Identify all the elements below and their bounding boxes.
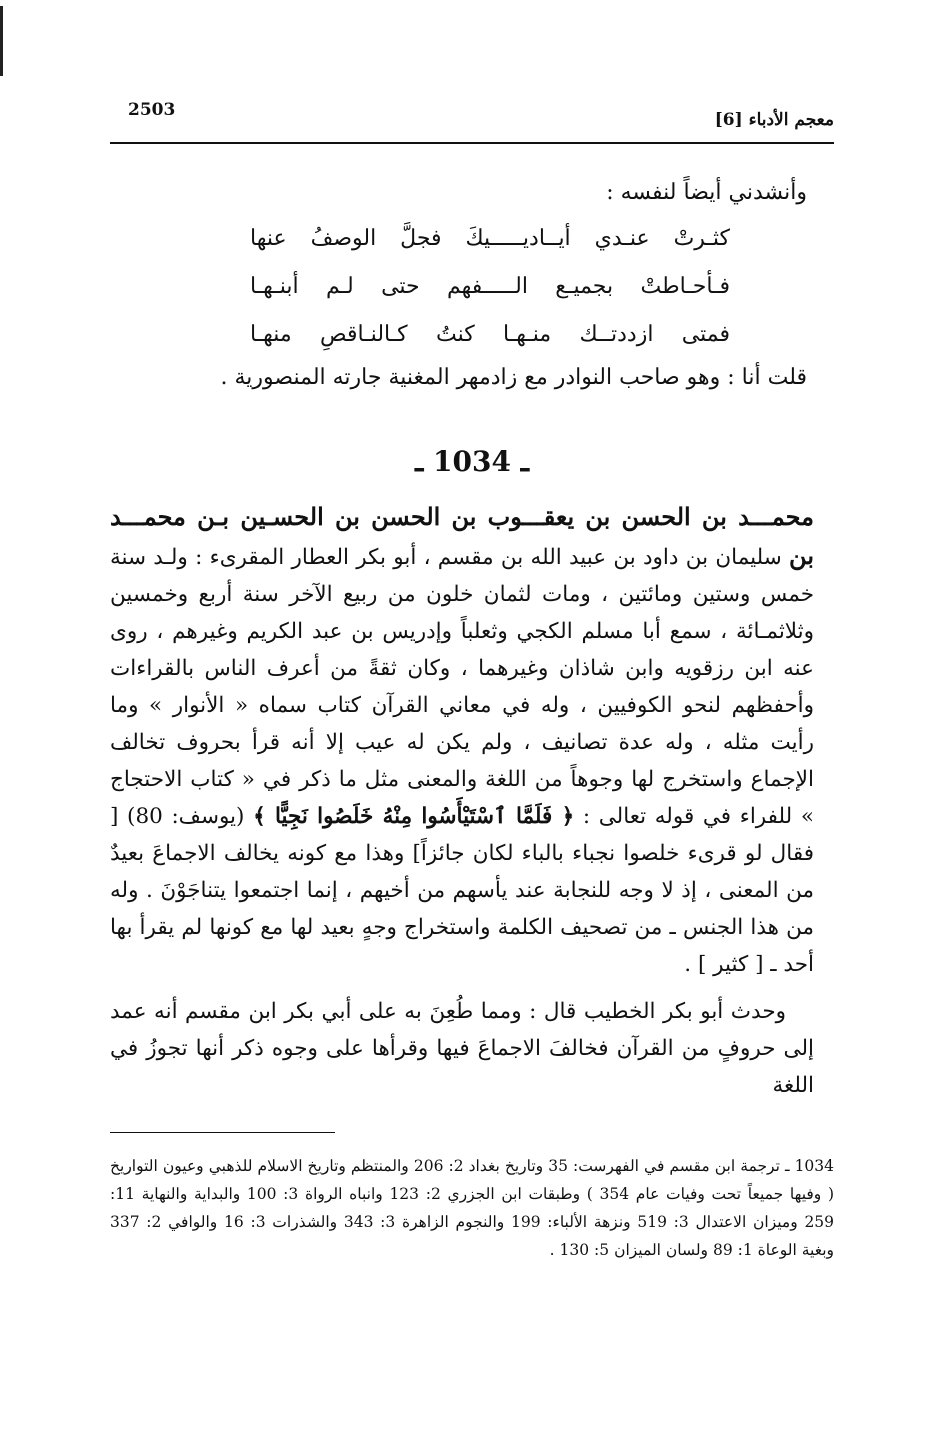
entry-text-continued: [ فقال لو قرىء خلصوا نجباء بالباء لكان جائزاً] وهذا مع كونه يخالف الاجماعَ بعيدٌ من المعنى ، إذ لا وجه للنجابة عند يأسهم من أخيهم ، إنما اجتمعوا يتناجَوْنَ . وله من هذا الجنس ـ من تصحيف الكلمة واستخراج وجهٍ بعيد لها مع كونها لم يقرأ بها أحد ـ [ كثير ] .	[110, 804, 814, 977]
entry-body	[110, 498, 814, 1104]
poem	[250, 215, 730, 359]
quran-reference: (يوسف: 80)	[127, 804, 245, 829]
intro-line: وأنشدني أيضاً لنفسه :	[606, 180, 807, 205]
footnote: 1034 ـ ترجمة ابن مقسم في الفهرست: 35 وتاريخ بغداد 2: 206 والمنتظم وتاريخ الاسلام للذهبي وعيون التواريخ ( وفيها جميعاً تحت وفيات عام 354 ) وطبقات ابن الجزري 2: 123 وانباه الرواة 3: 100 والبداية والنهاية 11: 259 وميزان الاعتدال 3: 519 ونزهة الألباء: 199 والنجوم الزاهرة 3: 343 والشذرات 3: 16 والوافي 2: 337 وبغية الوعاة 1: 89 ولسان الميزان 5: 130 .	[110, 1157, 835, 1259]
footnote-rule	[110, 1132, 335, 1133]
running-title: معجم الأدباء [6]	[714, 110, 834, 130]
scan-edge-mark	[0, 6, 3, 76]
quran-quote: ﴿ فَلَمَّا ٱسْتَيْأَسُوا مِنْهُ خَلَصُوا نَجِيًّا ﴾	[253, 804, 575, 829]
entry-text: سليمان بن داود بن عبيد الله بن مقسم ، أبو بكر العطار المقرىء : ولـد سنة خمس وستين ومائتين ، ومات لثمان خلون من ربيع الآخر سنة أربع وخمسين وثلاثمـائة ، سمع أبا مسلم الكجي وثعلباً وإدريس بن عبد الكريم وغيرهم ، روى عنه ابن رزقويه وابن شاذان وغيرهما ، وكان ثقةً من أعرف الناس بالقراءات وأحفظهم لنحو الكوفيين ، وله في معاني القرآن كتاب سماه « الأنوار » وما رأيت مثله ، وله عدة تصانيف ، ولم يكن له عيب إلا أنه قرأ بحروف تخالف الإجماع واستخرج لها وجوهاً من اللغة والمعنى مثل ما ذكر في « كتاب الاحتجاج » للفراء في قوله تعالى :	[110, 545, 815, 829]
poem-verse: فـأحـاطتْ بجميـع الـــــفهم حتى لـم أبنـهـا	[250, 274, 730, 299]
page-number: 2503	[128, 100, 176, 120]
page-header	[110, 100, 834, 138]
entry-paragraph: وحدث أبو بكر الخطيب قال : ومما طُعِنَ به على أبي بكر ابن مقسم أنه عمد إلى حروفٍ من القرآن فخالفَ الاجماعَ فيها وقرأها على وجوه ذكر أنها تجوزُ في اللغة	[110, 999, 814, 1098]
poem-verse: فمتى ازددتــك منـهـا كنتُ كـالنـاقصِ منهـا	[250, 322, 730, 347]
author-note: قلت أنا : وهو صاحب النوادر مع زادمهر المغنية جارته المنصورية .	[220, 365, 807, 390]
header-rule	[110, 142, 834, 144]
entry-paragraph	[110, 498, 814, 983]
poem-verse: كثـرتْ عنـدي أيــاديـــــيكَ فجلَّ الوصفُ عنها	[250, 226, 730, 251]
entry-number: ـ 1034 ـ	[415, 445, 529, 478]
entry-name: محمـــد بن الحسن بن يعقـــوب بن الحسن بن الحسـين بـن محمـــد بن	[110, 502, 814, 570]
